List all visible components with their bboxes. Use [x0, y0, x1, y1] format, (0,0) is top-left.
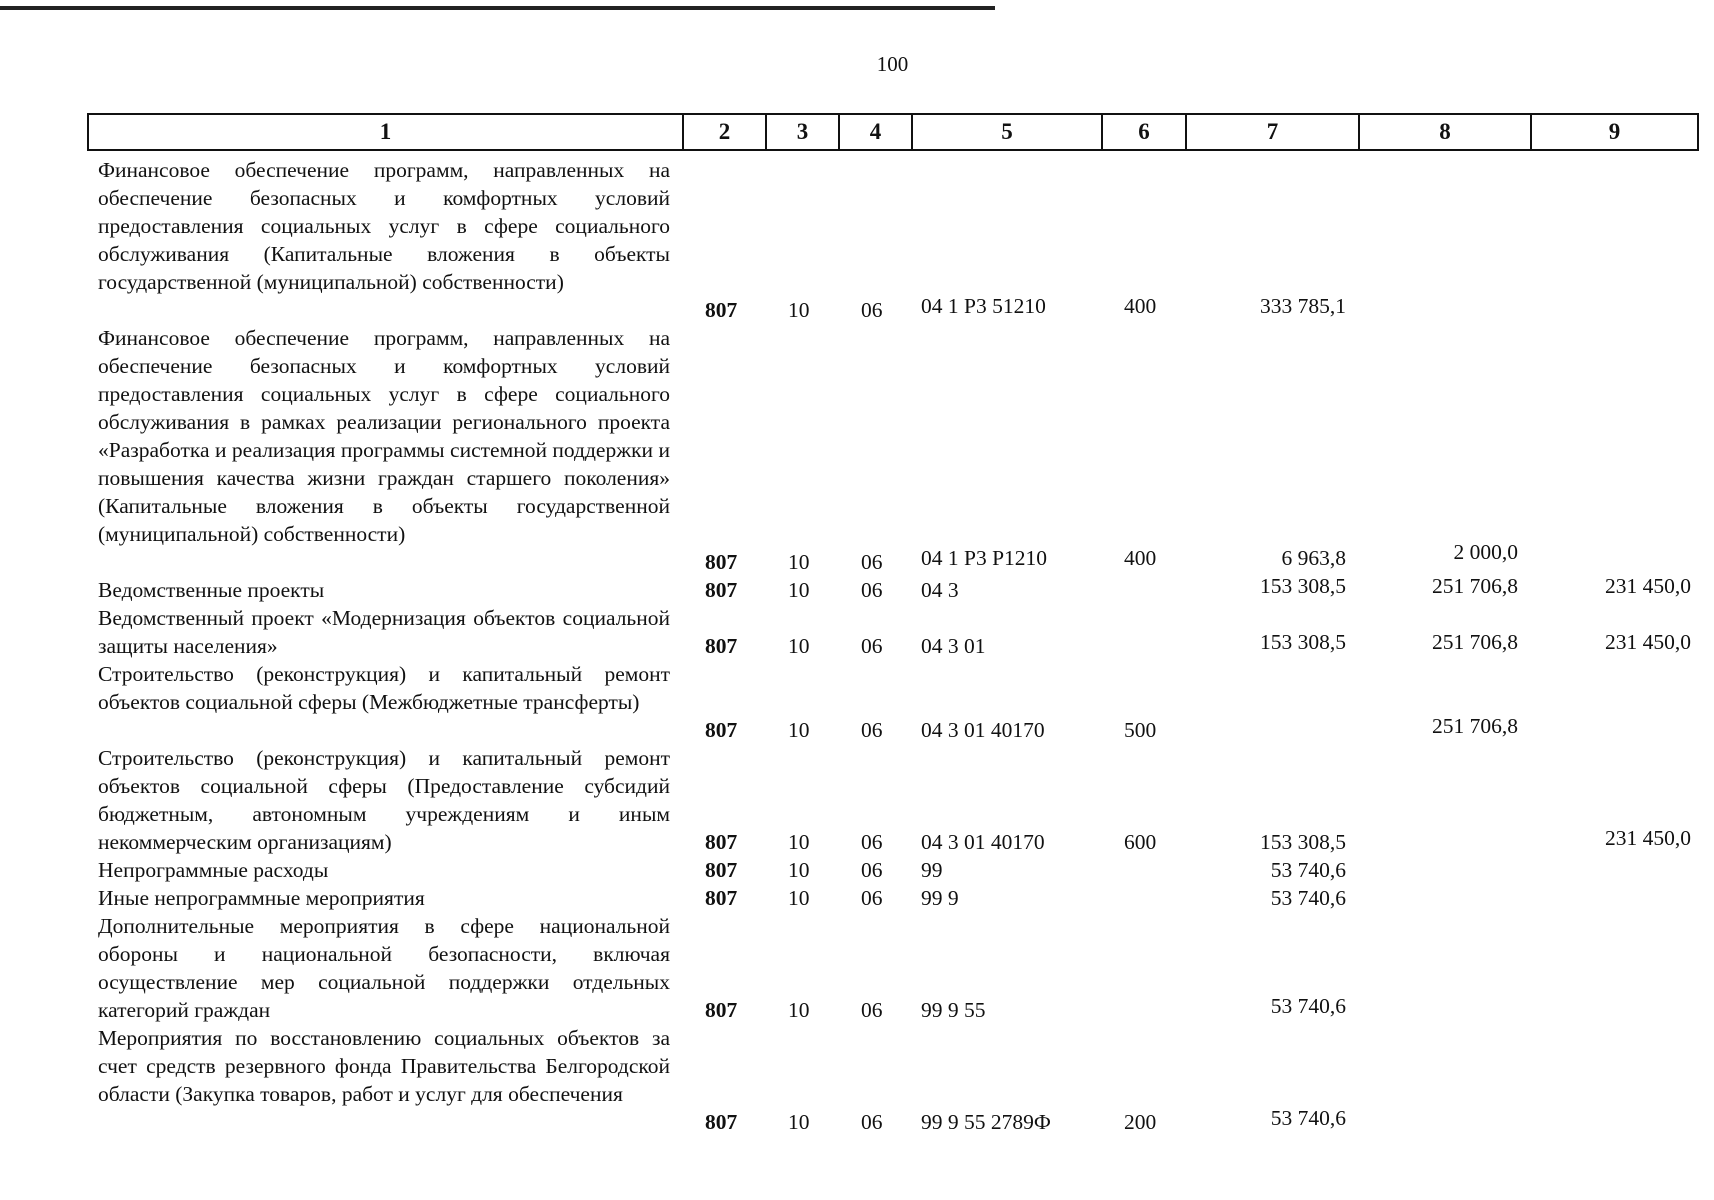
cell-target-article: 99 9 [921, 886, 959, 910]
cell-subsection: 06 [861, 634, 883, 658]
cell-amount-col7: 153 308,5 [1260, 574, 1346, 598]
cell-section: 10 [788, 858, 810, 882]
row-description: Финансовое обеспечение программ, направленных на обеспечение безопасных и комфортных условий предоставления социальных услуг в сфере социального обслуживания в рамках реализации регионального проекта «Разработка и реализация программы системной поддержки и повышения качества жизни граждан старшего поколения» (Капитальные вложения в объекты государственной (муниципальной) собственности) [98, 326, 670, 546]
row-description: Финансовое обеспечение программ, направленных на обеспечение безопасных и комфортных условий предоставления социальных услуг в сфере социального обслуживания (Капитальные вложения в объекты государственной (муниципальной) собственности) [98, 158, 670, 294]
cell-expense-type: 600 [1124, 830, 1157, 854]
cell-section: 10 [788, 634, 810, 658]
header-col-1: 1 [87, 113, 682, 151]
cell-section: 10 [788, 578, 810, 602]
cell-subsection: 06 [861, 858, 883, 882]
cell-section: 10 [788, 830, 810, 854]
header-col-9: 9 [1530, 113, 1699, 151]
cell-amount-col7: 6 963,8 [1281, 546, 1346, 570]
cell-target-article: 99 [921, 858, 943, 882]
cell-subsection: 06 [861, 886, 883, 910]
table-row [0, 1024, 1714, 1136]
cell-ministry-code: 807 [705, 1110, 738, 1134]
cell-amount-col7: 153 308,5 [1260, 830, 1346, 854]
header-col-7: 7 [1185, 113, 1358, 151]
cell-ministry-code: 807 [705, 298, 738, 322]
cell-amount-col8: 251 706,8 [1432, 630, 1518, 654]
table-row [0, 604, 1714, 660]
row-description: Мероприятия по восстановлению социальных объектов за счет средств резервного фонда Правительства Белгородской области (Закупка товаров, работ и услуг для обеспечения [98, 1026, 670, 1106]
cell-ministry-code: 807 [705, 886, 738, 910]
cell-target-article: 04 3 01 [921, 634, 986, 658]
table-row [0, 856, 1714, 884]
cell-subsection: 06 [861, 1110, 883, 1134]
header-col-5: 5 [911, 113, 1101, 151]
cell-amount-col9: 231 450,0 [1605, 574, 1691, 598]
header-col-6: 6 [1101, 113, 1185, 151]
cell-expense-type: 500 [1124, 718, 1157, 742]
row-description: Ведомственные проекты [98, 578, 325, 602]
cell-amount-col8: 2 000,0 [1453, 540, 1518, 564]
cell-target-article: 04 3 01 40170 [921, 718, 1045, 742]
cell-ministry-code: 807 [705, 634, 738, 658]
cell-amount-col7: 153 308,5 [1260, 630, 1346, 654]
cell-ministry-code: 807 [705, 998, 738, 1022]
row-description: Строительство (реконструкция) и капитальный ремонт объектов социальной сферы (Предоставление субсидий бюджетным, автономным учреждениям и иным некоммерческим организациям) [98, 746, 670, 854]
cell-subsection: 06 [861, 298, 883, 322]
cell-ministry-code: 807 [705, 718, 738, 742]
header-col-2: 2 [682, 113, 765, 151]
cell-subsection: 06 [861, 830, 883, 854]
cell-section: 10 [788, 886, 810, 910]
cell-amount-col7: 53 740,6 [1270, 1106, 1346, 1130]
row-description: Иные непрограммные мероприятия [98, 886, 425, 910]
header-col-8: 8 [1358, 113, 1530, 151]
table-row [0, 576, 1714, 604]
table-row [0, 156, 1714, 324]
cell-section: 10 [788, 550, 810, 574]
cell-subsection: 06 [861, 718, 883, 742]
cell-section: 10 [788, 1110, 810, 1134]
cell-subsection: 06 [861, 998, 883, 1022]
cell-ministry-code: 807 [705, 550, 738, 574]
cell-amount-col9: 231 450,0 [1605, 630, 1691, 654]
cell-expense-type: 200 [1124, 1110, 1157, 1134]
header-col-4: 4 [838, 113, 911, 151]
row-description: Дополнительные мероприятия в сфере национальной обороны и национальной безопасности, включая осуществление мер социальной поддержки отдельных категорий граждан [98, 914, 670, 1022]
cell-section: 10 [788, 998, 810, 1022]
cell-expense-type: 400 [1124, 294, 1157, 318]
table-row [0, 744, 1714, 856]
cell-target-article: 04 3 [921, 578, 959, 602]
table-row [0, 912, 1714, 1024]
table-row [0, 660, 1714, 744]
cell-ministry-code: 807 [705, 578, 738, 602]
cell-target-article: 99 9 55 [921, 998, 986, 1022]
page-number: 100 [876, 52, 909, 76]
cell-subsection: 06 [861, 550, 883, 574]
cell-amount-col8: 251 706,8 [1432, 714, 1518, 738]
header-col-3: 3 [765, 113, 838, 151]
cell-target-article: 04 1 Р3 51210 [921, 294, 1046, 318]
row-description: Строительство (реконструкция) и капитальный ремонт объектов социальной сферы (Межбюджетные трансферты) [98, 662, 670, 714]
cell-amount-col9: 231 450,0 [1605, 826, 1691, 850]
cell-target-article: 04 3 01 40170 [921, 830, 1045, 854]
cell-expense-type: 400 [1124, 546, 1157, 570]
row-description: Непрограммные расходы [98, 858, 329, 882]
cell-target-article: 99 9 55 2789Ф [921, 1110, 1051, 1134]
table-row [0, 324, 1714, 576]
cell-amount-col7: 333 785,1 [1260, 294, 1346, 318]
cell-subsection: 06 [861, 578, 883, 602]
cell-section: 10 [788, 298, 810, 322]
cell-ministry-code: 807 [705, 858, 738, 882]
cell-amount-col8: 251 706,8 [1432, 574, 1518, 598]
row-description: Ведомственный проект «Модернизация объектов социальной защиты населения» [98, 606, 670, 658]
cell-target-article: 04 1 Р3 Р1210 [921, 546, 1048, 570]
cell-ministry-code: 807 [705, 830, 738, 854]
cell-amount-col7: 53 740,6 [1270, 994, 1346, 1018]
cell-amount-col7: 53 740,6 [1270, 858, 1346, 882]
cell-amount-col7: 53 740,6 [1270, 886, 1346, 910]
cell-section: 10 [788, 718, 810, 742]
table-row [0, 884, 1714, 912]
